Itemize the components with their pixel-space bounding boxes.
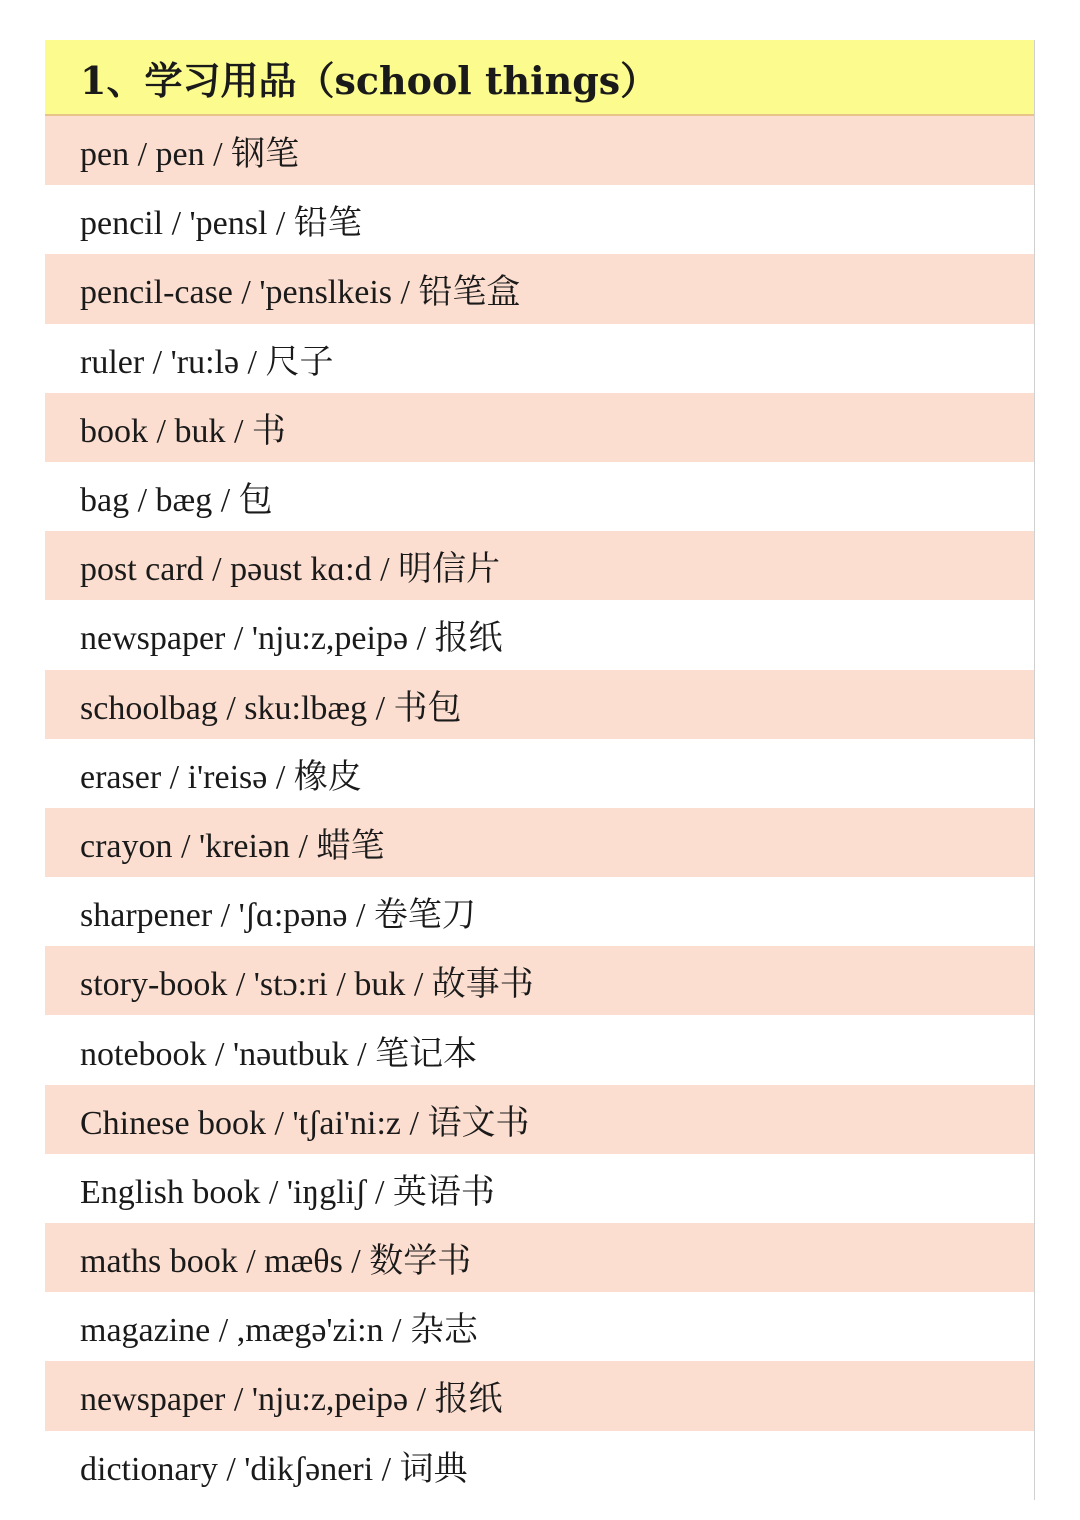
vocabulary-row: pen / pen / 钢笔	[45, 116, 1034, 185]
vocabulary-row: schoolbag / sku:lbæg / 书包	[45, 670, 1034, 739]
vocabulary-row: newspaper / 'nju:z,peipə / 报纸	[45, 1361, 1034, 1430]
vocabulary-row: newspaper / 'nju:z,peipə / 报纸	[45, 600, 1034, 669]
vocabulary-row: sharpener / 'ʃɑ:pənə / 卷笔刀	[45, 877, 1034, 946]
table-title: 1、学习用品（school things）	[45, 40, 1034, 116]
vocabulary-row: bag / bæg / 包	[45, 462, 1034, 531]
vocabulary-row: dictionary / 'dikʃəneri / 词典	[45, 1431, 1034, 1500]
vocabulary-row: book / buk / 书	[45, 393, 1034, 462]
vocabulary-row: crayon / 'kreiən / 蜡笔	[45, 808, 1034, 877]
vocabulary-table	[45, 40, 1035, 1500]
vocabulary-row: magazine / ,mægə'zi:n / 杂志	[45, 1292, 1034, 1361]
vocabulary-row: notebook / 'nəutbuk / 笔记本	[45, 1015, 1034, 1084]
vocabulary-row: post card / pəust kɑ:d / 明信片	[45, 531, 1034, 600]
vocabulary-row: maths book / mæθs / 数学书	[45, 1223, 1034, 1292]
vocabulary-row: ruler / 'ru:lə / 尺子	[45, 324, 1034, 393]
vocabulary-row: story-book / 'stɔ:ri / buk / 故事书	[45, 946, 1034, 1015]
vocabulary-row: Chinese book / 'tʃai'ni:z / 语文书	[45, 1085, 1034, 1154]
vocabulary-row: English book / 'iŋgliʃ / 英语书	[45, 1154, 1034, 1223]
vocabulary-row: pencil-case / 'penslkeis / 铅笔盒	[45, 254, 1034, 323]
vocabulary-row: eraser / i'reisə / 橡皮	[45, 739, 1034, 808]
vocabulary-row: pencil / 'pensl / 铅笔	[45, 185, 1034, 254]
vocabulary-rows	[45, 116, 1034, 1500]
